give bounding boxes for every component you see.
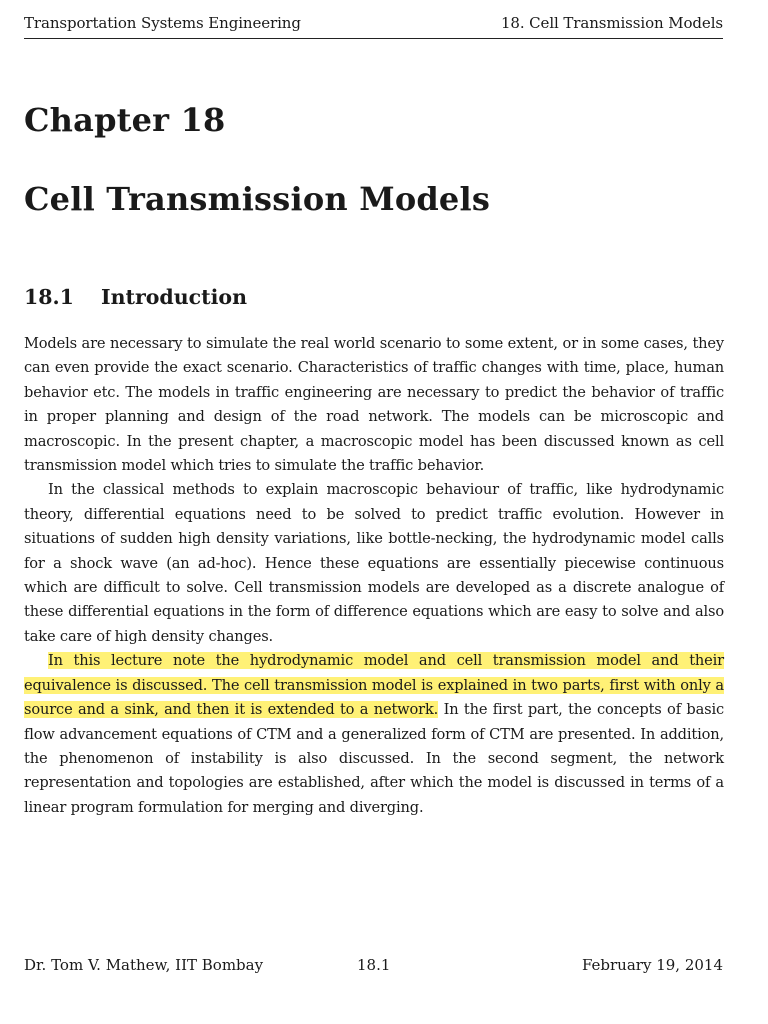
paragraph-3-rest: In the first part, the concepts of basic flow advancement equations of CTM and a generalized form of CTM are presented. In addition, the phenomenon of instability is also discussed. In the second segment, the network representation and topologies are established, after which the model is discussed in terms of a linear program formulation for merging and diverging.: [24, 701, 724, 816]
chapter-label: Chapter 18: [24, 101, 226, 139]
header-chapter-title: 18. Cell Transmission Models: [500, 14, 723, 32]
paragraph-1: Models are necessary to simulate the real world scenario to some extent, or in some cases, they can even provide the exact scenario. Characteristics of traffic changes with time, place, human behavior etc. The models in traffic engineering are necessary to predict the behavior of traffic in proper planning and design of the road network. The models can be microscopic and macroscopic. In the present chapter, a macroscopic model has been discussed known as cell transmission model which tries to simulate the traffic behavior.: [24, 335, 724, 475]
header-book-title: Transportation Systems Engineering: [24, 14, 301, 32]
body-text: [24, 332, 724, 820]
highlighted-text[interactable]: In this lecture note the hydrodynamic model and cell transmission model and their equivalence is discussed. The cell transmission model is explained in two parts, first with only a source and a sink, and then it is extended to a network.: [24, 652, 724, 719]
section-heading: [24, 285, 247, 309]
footer-date: February 19, 2014: [581, 956, 723, 974]
paragraph-2: In the classical methods to explain macroscopic behaviour of traffic, like hydrodynamic theory, differential equations need to be solved to predict traffic evolution. However in situations of sudden high density variations, like bottle-necking, the hydrodynamic model calls for a shock wave (an ad-hoc). Hence these equations are essentially piecewise continuous which are difficult to solve. Cell transmission models are developed as a discrete analogue of these differential equations in the form of difference equations which are easy to solve and also take care of high density changes.: [24, 481, 724, 645]
paragraph-3: [24, 649, 724, 820]
page-footer: [24, 956, 723, 974]
chapter-title: Cell Transmission Models: [24, 180, 491, 218]
footer-page-number: 18.1: [357, 956, 391, 974]
section-title: Introduction: [101, 285, 247, 309]
footer-author: Dr. Tom V. Mathew, IIT Bombay: [24, 956, 264, 974]
section-number: 18.1: [24, 285, 74, 309]
running-header: [24, 14, 723, 39]
